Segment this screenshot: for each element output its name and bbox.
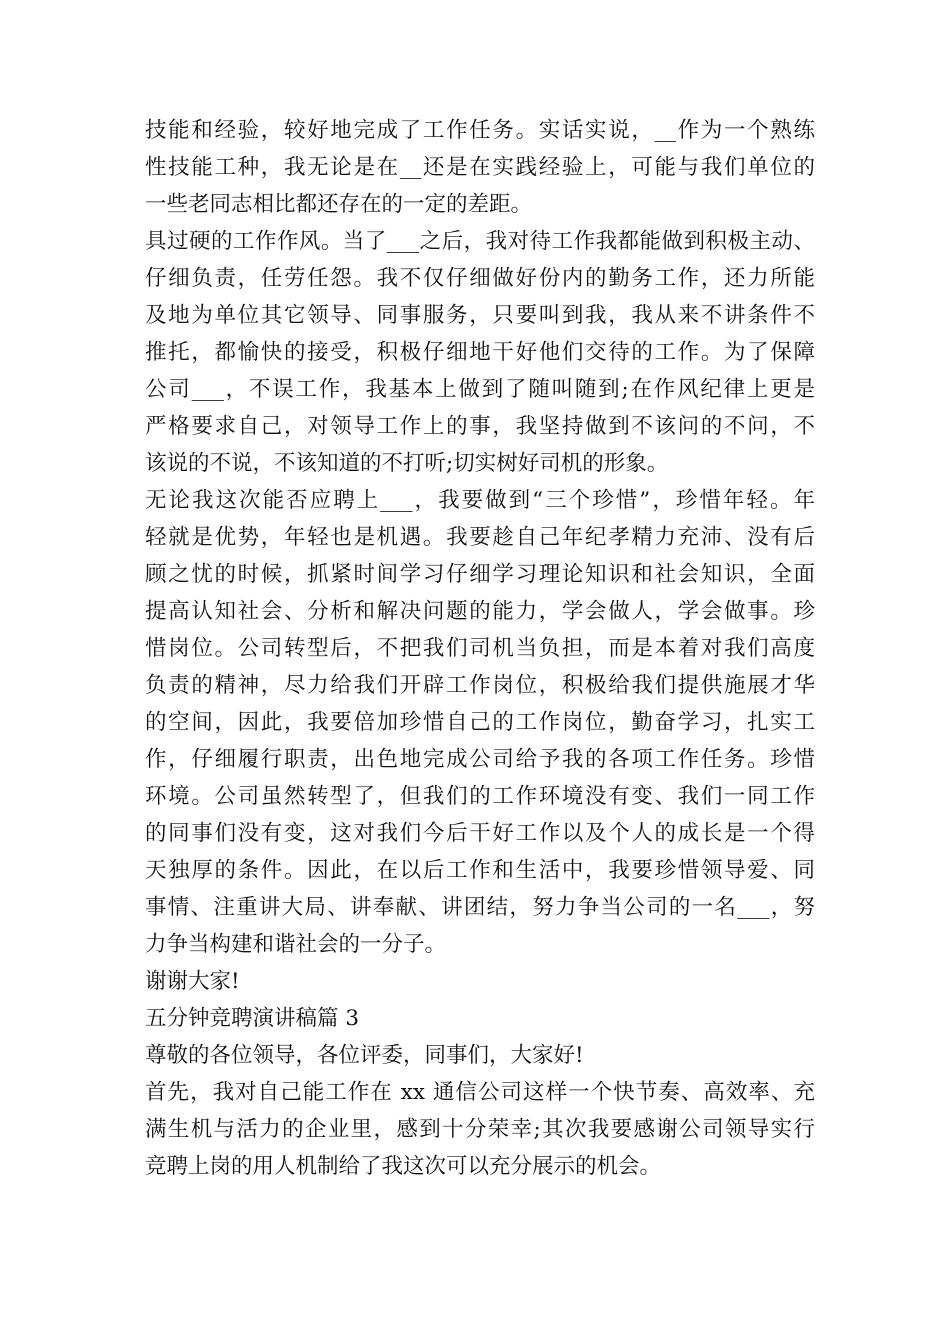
text-line: 轻就是优势，年轻也是机遇。我要趁自己年纪孝精力充沛、没有后: [145, 525, 815, 550]
text-line: 事情、注重讲大局、讲奉献、讲团结，努力争当公司的一名___，努: [145, 895, 815, 920]
text-line: 首先，我对自己能工作在 xx 通信公司这样一个快节奏、高效率、充: [145, 1080, 815, 1105]
text-line: 作，仔细履行职责，出色地完成公司给予我的各项工作任务。珍惜: [145, 747, 815, 772]
text-line: 负责的精神，尽力给我们开辟工作岗位，积极给我们提供施展才华: [145, 673, 815, 698]
text-line: 力争当构建和谐社会的一分子。: [145, 932, 447, 957]
text-line: 竞聘上岗的用人机制给了我这次可以充分展示的机会。: [145, 1154, 662, 1179]
text-line: 的同事们没有变，这对我们今后干好工作以及个人的成长是一个得: [145, 821, 815, 846]
text-line: 提高认知社会、分析和解决问题的能力，学会做人，学会做事。珍: [145, 599, 815, 624]
text-line: 公司___，不误工作，我基本上做到了随叫随到;在作风纪律上更是: [145, 377, 815, 402]
text-line: 五分钟竞聘演讲稿篇 3: [145, 1006, 360, 1031]
text-line: 该说的不说，不该知道的不打听;切实树好司机的形象。: [145, 451, 669, 476]
text-line: 天独厚的条件。因此，在以后工作和生活中，我要珍惜领导爱、同: [145, 858, 815, 883]
text-line: 具过硬的工作作风。当了___之后，我对待工作我都能做到积极主动、: [145, 229, 815, 254]
text-line: 尊敬的各位领导，各位评委，同事们，大家好!: [145, 1043, 584, 1068]
text-line: 推托，都愉快的接受，积极仔细地干好他们交待的工作。为了保障: [145, 340, 815, 365]
text-line: 无论我这次能否应聘上___，我要做到“三个珍惜”，珍惜年轻。年: [145, 488, 815, 513]
text-line: 一些老同志相比都还存在的一定的差距。: [145, 192, 533, 217]
text-line: 及地为单位其它领导、同事服务，只要叫到我，我从来不讲条件不: [145, 303, 815, 328]
text-line: 满生机与活力的企业里，感到十分荣幸;其次我要感谢公司领导实行: [145, 1117, 815, 1142]
document-body: [145, 112, 815, 1185]
text-line: 的空间，因此，我要倍加珍惜自己的工作岗位，勤奋学习，扎实工: [145, 710, 815, 735]
text-line: 顾之忧的时候，抓紧时间学习仔细学习理论知识和社会知识，全面: [145, 562, 815, 587]
text-line: 严格要求自己，对领导工作上的事，我坚持做到不该问的不问，不: [145, 414, 815, 439]
text-line: 环境。公司虽然转型了，但我们的工作环境没有变、我们一同工作: [145, 784, 815, 809]
text-line: 仔细负责，任劳任怨。我不仅仔细做好份内的勤务工作，还力所能: [145, 266, 815, 291]
text-line: 谢谢大家!: [145, 969, 240, 994]
text-line: 技能和经验，较好地完成了工作任务。实话实说，__作为一个熟练: [145, 118, 815, 143]
text-line: 性技能工种，我无论是在__还是在实践经验上，可能与我们单位的: [145, 155, 815, 180]
text-line: 惜岗位。公司转型后，不把我们司机当负担，而是本着对我们高度: [145, 636, 815, 661]
